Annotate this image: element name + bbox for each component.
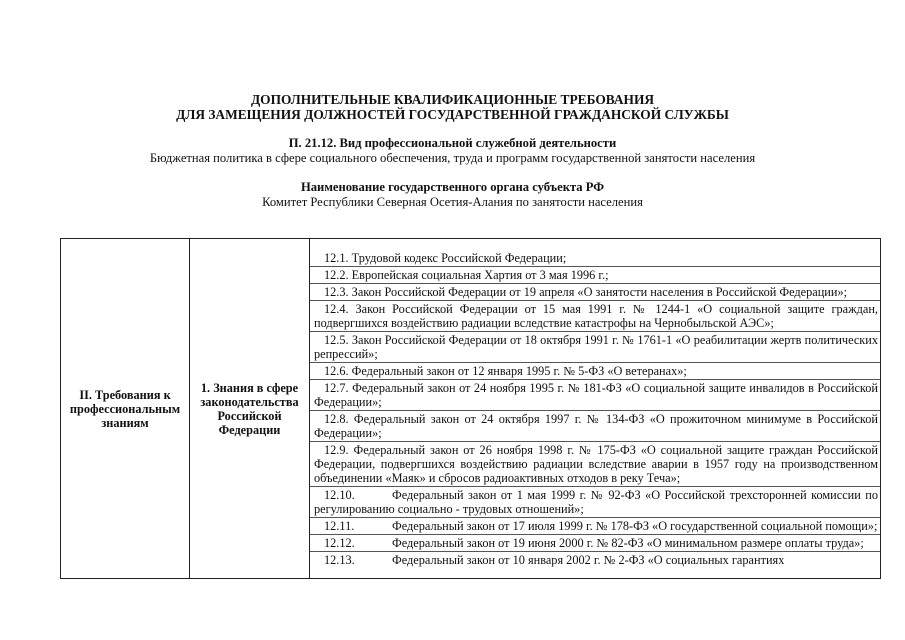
organ-name-value: Комитет Республики Северная Осетия-Алания по занятости населения (262, 195, 643, 209)
laws-list-cell (310, 239, 881, 579)
activity-type-value: Бюджетная политика в сфере социального обеспечения, труда и программ государственной занятости населения (149, 151, 756, 165)
law-item: 12.7. Федеральный закон от 24 ноября 1995 г. № 181-ФЗ «О социальной защите инвалидов в Российской Федерации»; (310, 380, 880, 411)
requirements-table (60, 238, 881, 579)
organ-name-label: Наименование государственного органа субъекта РФ (300, 180, 605, 194)
knowledge-area-cell (190, 239, 310, 579)
document-title-line-2: ДЛЯ ЗАМЕЩЕНИЯ ДОЛЖНОСТЕЙ ГОСУДАРСТВЕННОЙ ГРАЖДАНСКОЙ СЛУЖБЫ (176, 107, 729, 122)
law-item: 12.11. Федеральный закон от 17 июля 1999 г. № 178-ФЗ «О государственной социальной помощи»; (310, 518, 880, 535)
law-item: 12.3. Закон Российской Федерации от 19 апреля «О занятости населения в Российской Федерации»; (310, 284, 880, 301)
law-item: 12.5. Закон Российской Федерации от 18 октября 1991 г. № 1761-1 «О реабилитации жертв политических репрессий»; (310, 332, 880, 363)
law-item: 12.10. Федеральный закон от 1 мая 1999 г. № 92-ФЗ «О Российской трехсторонней комиссии по регулированию социально - трудовых отношений»; (310, 487, 880, 518)
law-item: 12.6. Федеральный закон от 12 января 1995 г. № 5-ФЗ «О ветеранах»; (310, 363, 880, 380)
activity-type-label: П. 21.12. Вид профессиональной служебной деятельности (288, 136, 617, 150)
law-item: 12.1. Трудовой кодекс Российской Федерации; (310, 250, 880, 267)
law-item: 12.13. Федеральный закон от 10 января 2002 г. № 2-ФЗ «О социальных гарантиях (324, 552, 785, 567)
law-item: 12.4. Закон Российской Федерации от 15 мая 1991 г. № 1244-1 «О социальной защите граждан, подвергшихся воздействию радиации вследствие катастрофы на Чернобыльской АЭС»; (310, 301, 880, 332)
knowledge-area-text: 1. Знания в сфере законодательства Российской Федерации (200, 380, 299, 437)
document-title-line-1: ДОПОЛНИТЕЛЬНЫЕ КВАЛИФИКАЦИОННЫЕ ТРЕБОВАНИЯ (250, 92, 655, 107)
law-item: 12.2. Европейская социальная Хартия от 3 мая 1996 г.; (310, 267, 880, 284)
requirements-category-cell (61, 239, 190, 579)
law-item: 12.12. Федеральный закон от 19 июня 2000 г. № 82-ФЗ «О минимальном размере оплаты труда»; (310, 535, 880, 552)
law-item: 12.9. Федеральный закон от 26 ноября 1998 г. № 175-ФЗ «О социальной защите граждан Российской Федерации, подвергшихся воздействию радиации вследствие аварии в 1957 году на производственном объединении «Маяк» и сбросов радиоактивных отходов в реку Теча»; (310, 442, 880, 487)
law-item: 12.8. Федеральный закон от 24 октября 1997 г. № 134-ФЗ «О прожиточном минимуме в Российской Федерации»; (310, 411, 880, 442)
requirements-category-text: II. Требования к профессиональным знаниям (69, 387, 181, 430)
